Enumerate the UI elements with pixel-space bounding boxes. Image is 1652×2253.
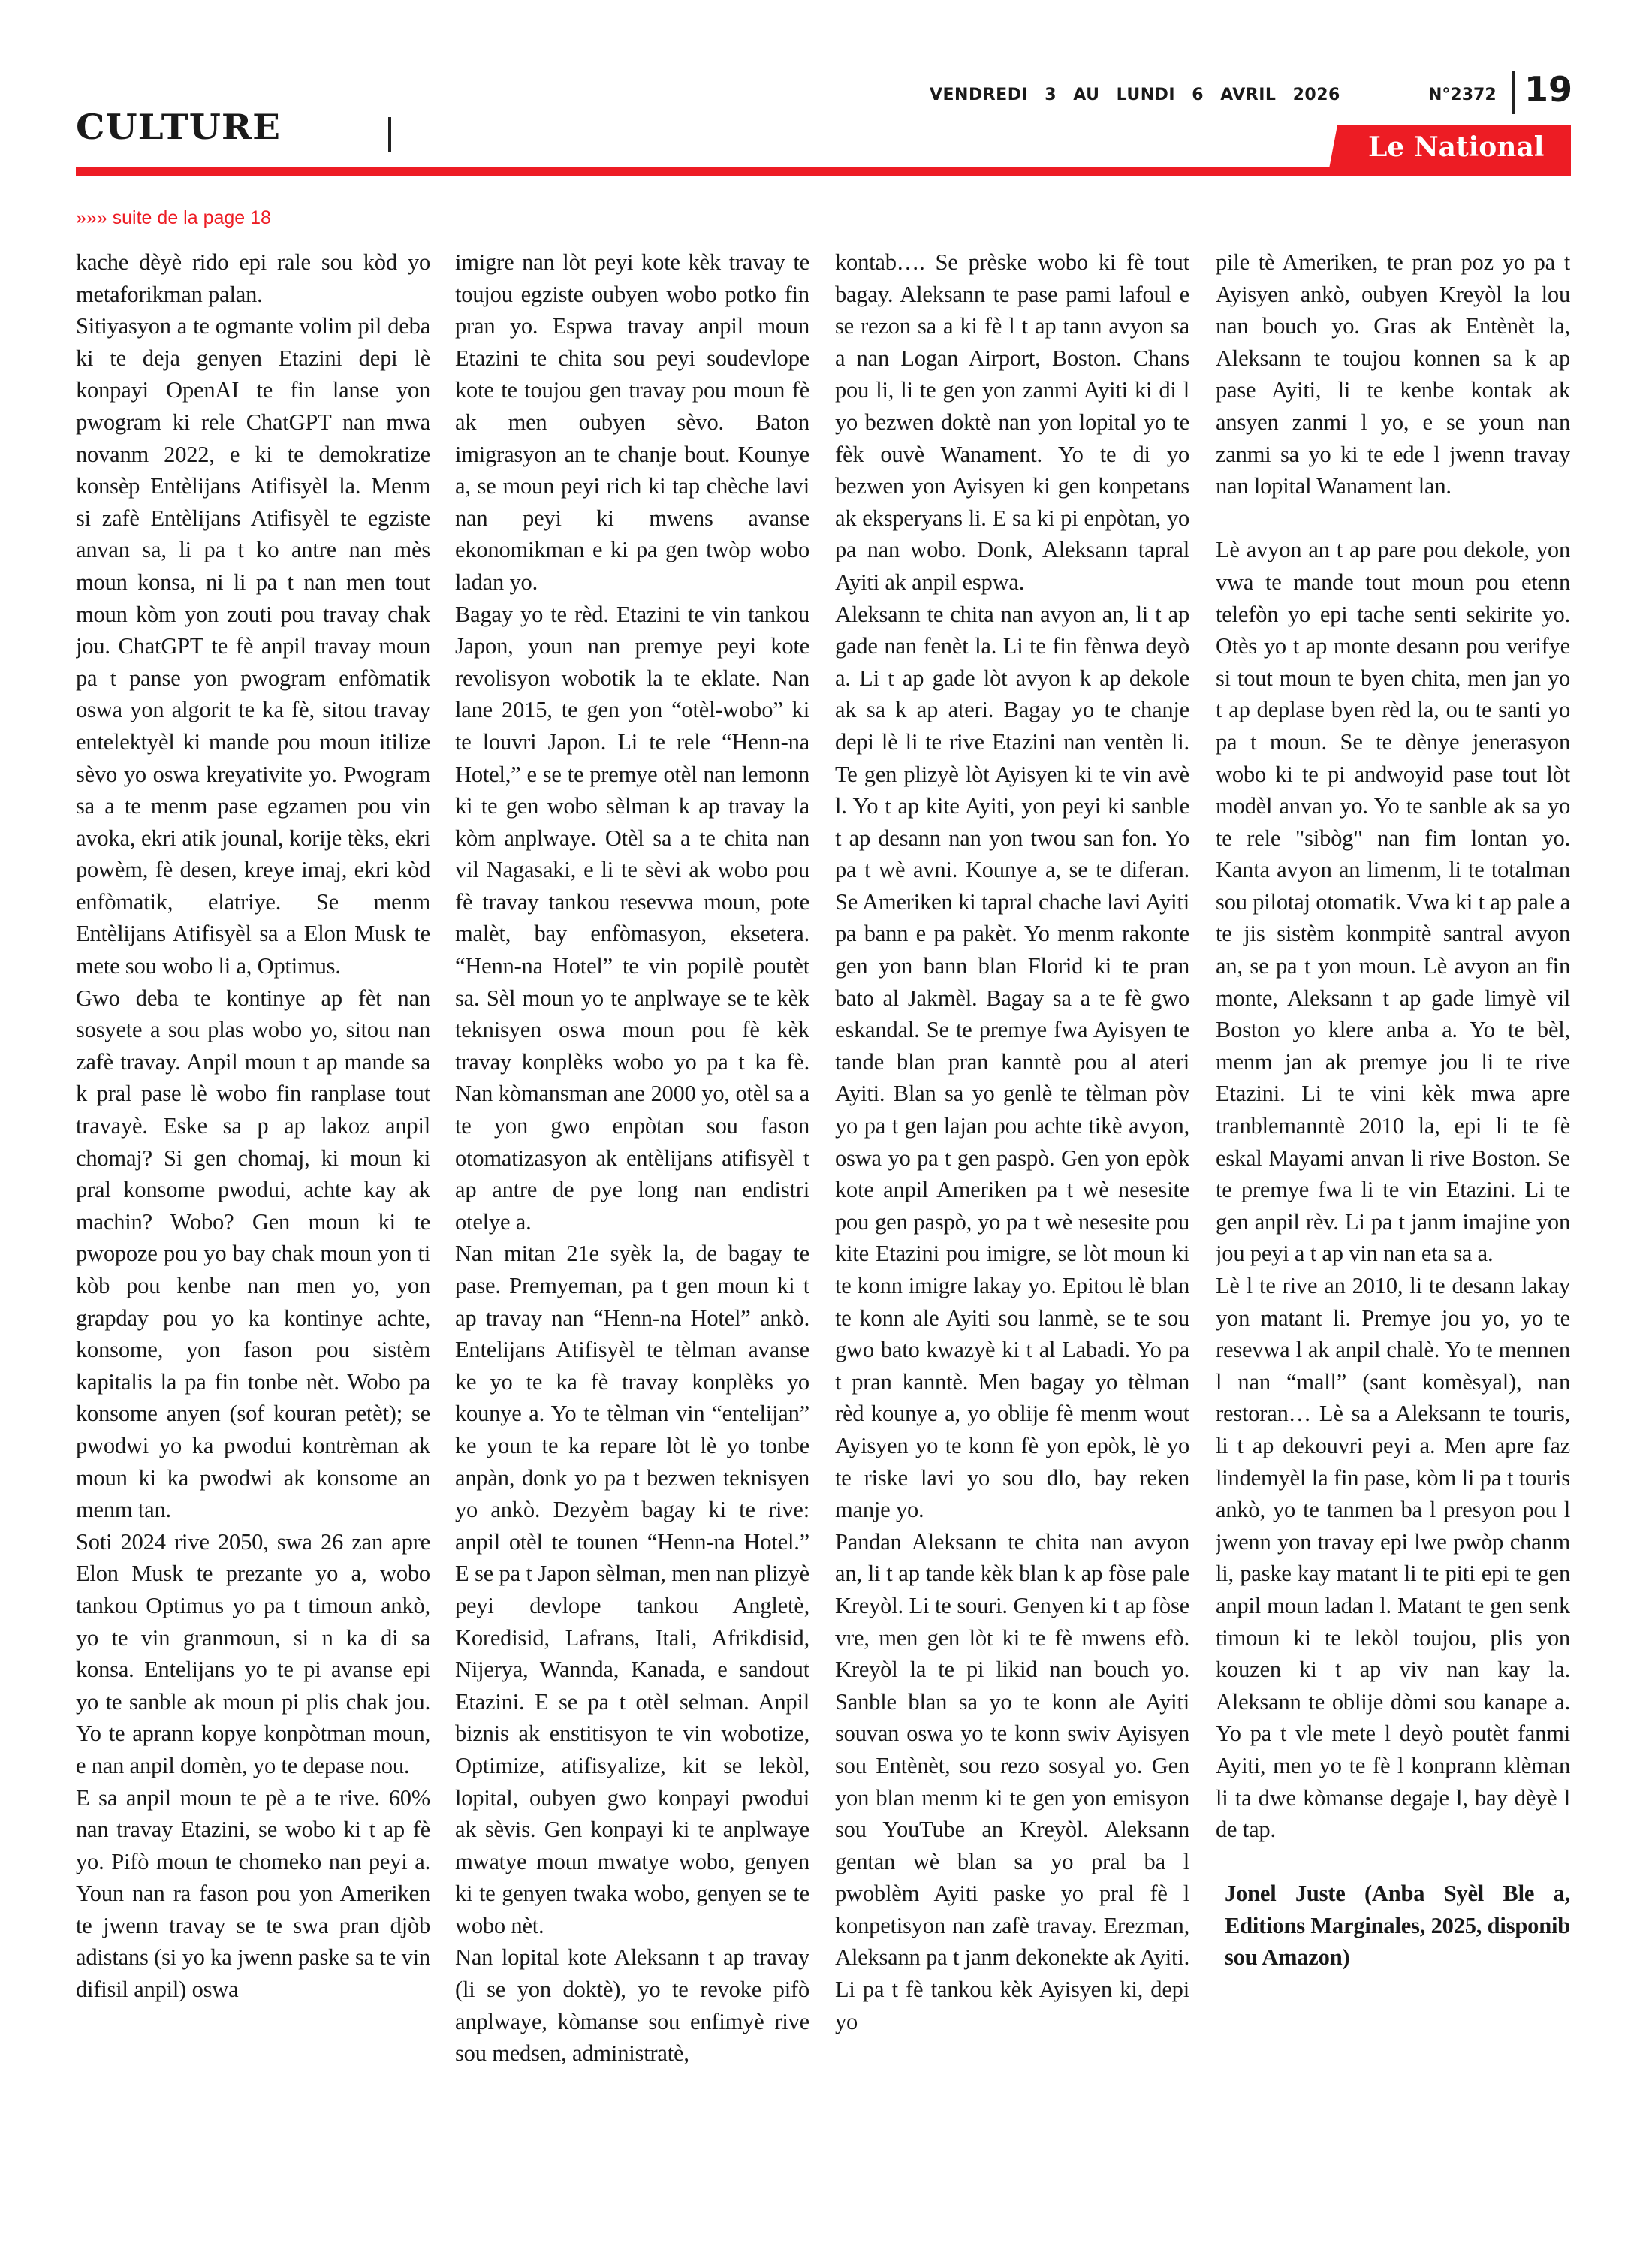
paragraph: Lè l te rive an 2010, li te desann lakay yon matant li. Premye jou yo, yo te resevwa l ak anpil chalè. Yo te mennen l nan “mall” (sant komèsyal), nan restoran… Lè sa a Aleksann te touris, li t ap dekouvri peyi a. Men apre faz lindemyèl la fin pase, kòm li pa t touris ankò, yo te tanmen ba l presyon pou l jwenn yon travay epi lwe pwòp chanm li, paske kay matant li te piti epi te gen anpil moun ladan l. Matant te gen senk timoun ki te lekòl toujou, plis yon kouzen ki t ap viv nan kay la. Aleksann te oblije dòmi sou kanape a. Yo pa t vle mete l deyò poutèt fanmi Ayiti, men yo te fè l konprann klèman li ta dwe kòmanse degaje l, bay dèyè l de tap.	[1216, 1273, 1570, 1843]
paragraph: Gwo deba te kontinye ap fèt nan sosyete a sou plas wobo yo, sitou nan zafè travay. Anpil moun t ap mande sa k pral pase lè wobo fin ranplase tout travayè. Eske sa p ap lakoz anpil chomaj? Si gen chomaj, ki moun ki pral konsome pwodui, achte kay ak machin? Wobo? Gen moun ki te pwopoze pou yo bay chak moun yon ti kòb pou kenbe nan men yo, yon grapday pou yo ka kontinye achte, konsome, yon fason pou sistèm kapitalis la pa fin tonbe nèt. Wobo pa konsome anyen (sof kouran petèt); se pwodwi yo ka pwodui kontrèman ak moun ki ka pwodwi ak konsome an menm tan.	[76, 985, 430, 1523]
article-column-1	[76, 246, 430, 2169]
paragraph: E sa anpil moun te pè a te rive. 60% nan travay Etazini, se wobo ki t ap fè yo. Pifò moun te chomeko nan peyi a. Youn nan ra fason pou yon Ameriken te jwenn travay se te swa pran djòb adistans (si yo ka jwenn paske sa te vin difisil anpil) oswa	[76, 1784, 430, 2003]
section-divider	[388, 117, 391, 152]
paragraph: Pandan Aleksann te chita nan avyon an, li t ap tande kèk blan k ap fòse pale Kreyòl. Li te souri. Genyen ki t ap fòse vre, men gen lòt ki te fè mwens efò. Kreyòl la te pi likid nan bouch yo. Sanble blan sa yo te konn ale Ayiti souvan oswa yo te konn swiv Ayisyen sou Entènèt, sou rezo sosyal yo. Gen yon blan menm ki te gen yon emisyon sou YouTube an Kreyòl. Aleksann gentan wè blan sa yo pral ba l pwoblèm Ayiti paske yo pral fè l konpetisyon nan zafè travay. Erezman, Aleksann pa t janm dekonekte ak Ayiti. Li pa t fè tankou kèk Ayisyen ki, depi yo	[835, 1528, 1189, 2034]
author-byline: Jonel Juste (Anba Syèl Ble a, Editions Marginales, 2025, disponib sou Amazon)	[1225, 1881, 1570, 1971]
paragraph: pile tè Ameriken, te pran poz yo pa t Ayisyen ankò, oubyen Kreyòl la lou nan bouch yo. Gras ak Entènèt la, Aleksann te toujou konnen sa k ap pase Ayiti, li te kenbe kontak ak ansyen zanmi l yo, e se youn nan zanmi sa yo ki te ede l jwenn travay nan lopital Wanament lan.	[1216, 249, 1570, 499]
paragraph: Nan lopital kote Aleksann t ap travay (li se yon doktè), yo te revoke pifò anplwaye, kòmanse sou enfimyè rive sou medsen, administratè,	[455, 1944, 809, 2067]
paragraph: Lè avyon an t ap pare pou dekole, yon vwa te mande tout moun pou etenn telefòn yo epi tache senti sekirite yo. Otès yo t ap monte desann pou verifye si tout moun te byen chita, men jan yo t ap deplase byen rèd la, ou te santi yo pa t moun. Se te dènye jenerasyon wobo ki te pi andwoyid pase tout lòt modèl anvan yo. Yo te sanble ak sa yo te rele "sibòg" nan fim lontan yo. Kanta avyon an limenm, li te totalman sou pilotaj otomatik. Vwa ki t ap pale a te jis sistèm konmpitè santral avyon an, se pa t yon moun. Lè avyon an fin monte, Aleksann t ap gade limyè vil Boston yo klere anba a. Yo te bèl, menm jan ak premye jou li te rive Etazini. Li te vini kèk mwa apre tranblemanntè 2010 la, epi li te fè eskal Mayami anvan li rive Boston. Se te premye fwa li te vin Etazini. Li te gen anpil rèv. Li pa t janm imajine yon jou peyi a t ap vin nan eta sa a.	[1216, 537, 1570, 1267]
paragraph: Soti 2024 rive 2050, swa 26 zan apre Elon Musk te prezante yo a, wobo tankou Optimus yo pa t timoun ankò, yo te vin granmoun, si n ka di sa konsa. Entelijans yo te pi avanse epi yo te sanble ak moun pi plis chak jou. Yo te aprann kopye konpòtman moun, e nan anpil domèn, yo te depase nou.	[76, 1528, 430, 1778]
article-column-3	[835, 246, 1189, 2169]
header-rule	[76, 167, 1571, 176]
paragraph: Nan mitan 21e syèk la, de bagay te pase. Premyeman, pa t gen moun ki t ap travay nan “Henn-na Hotel” ankò. Entelijans Atifisyèl te tèlman avanse ke yo te ka fè travay konplèks yo kounye a. Yo te tèlman vin “entelijan” ke youn te ka repare lòt lè yo tonbe anpàn, donk yo pa t bezwen teknisyen yo ankò. Dezyèm bagay ki te rive: anpil otèl te tounen “Henn-na Hotel.” E se pa t Japon sèlman, men nan plizyè peyi devlope tankou Angletè, Koredisid, Lafrans, Itali, Afrikdisid, Nijerya, Wannda, Kanada, e sandout Etazini. E se pa t otèl selman. Anpil biznis ak enstitisyon te vin wobotize, Optimize, atifisyalize, kit se lekòl, lopital, oubyen gwo konpayi pwodui ak sèvis. Gen konpayi ki te anplwaye mwatye moun mwatye wobo, genyen ki te genyen twaka wobo, genyen se te wobo nèt.	[455, 1241, 809, 1938]
paragraph: kache dèyè rido epi rale sou kòd yo metaforikman palan.	[76, 249, 430, 307]
paragraph: Sitiyasyon a te ogmante volim pil deba ki te deja genyen Etazini depi lè konpayi OpenAI te fin lanse yon pwogram ki rele ChatGPT nan mwa novanm 2022, e ki te demokratize konsèp Entèlijans Atifisyèl la. Menm si zafè Entèlijans Atifisyèl te egziste anvan sa, li pa t ko antre nan mès moun konsa, ni li pa t nan men tout moun kòm yon zouti pou travay chak jou. ChatGPT te fè anpil travay moun pa t panse yon pwogram enfòmatik oswa yon algorit te ka fè, sitou travay entelektyèl ki mande pou moun itilize sèvo yo oswa kreyativite yo. Pwogram sa a te menm pase egzamen pou vin avoka, ekri atik jounal, korije tèks, ekri powèm, fè desen, kreye imaj, ekri kòd enfòmatik, elatriye. Se menm Entèlijans Atifisyèl sa a Elon Musk te mete sou wobo li a, Optimus.	[76, 313, 430, 979]
issue-date: VENDREDI 3 AU LUNDI 6 AVRIL 2026	[930, 86, 1340, 104]
page-number: 19	[1524, 69, 1573, 110]
paragraph: kontab…. Se prèske wobo ki fè tout bagay. Aleksann te pase pami lafoul e se rezon sa a ki fè l t ap tann avyon sa a nan Logan Airport, Boston. Chans pou li, li te gen yon zanmi Ayiti ki di l yo bezwen doktè nan yon lopital yo te fèk ouvè Wanament. Yo te di yo bezwen yon Ayisyen ki gen konpetans ak eksperyans li. E sa ki pi enpòtan, yo pa nan wobo. Donk, Aleksann tapral Ayiti ak anpil espwa.	[835, 249, 1189, 595]
issue-number: N°2372	[1428, 86, 1497, 104]
paragraph: imigre nan lòt peyi kote kèk travay te toujou egziste oubyen wobo potko fin pran yo. Espwa travay anpil moun Etazini te chita sou peyi soudevlope kote te toujou gen travay pou moun fè ak men oubyen sèvo. Baton imigrasyon an te chanje bout. Kounye a, se moun peyi rich ki tap chèche lavi nan peyi ki mwens avanse ekonomikman e ki pa gen twòp wobo ladan yo.	[455, 249, 809, 595]
continued-from: »»» suite de la page 18	[76, 207, 271, 228]
header-divider	[1512, 71, 1515, 114]
article-column-4	[1216, 246, 1570, 2169]
section-title: CULTURE	[76, 107, 281, 147]
brand-logo: Le National	[1368, 131, 1545, 163]
article-column-2	[455, 246, 809, 2169]
paragraph: Aleksann te chita nan avyon an, li t ap gade nan fenèt la. Li te fin fènwa deyò a. Li t ap gade lòt avyon k ap dekole ak sa k ap ateri. Bagay yo te chanje depi lè li te rive Etazini nan ventèn li. Te gen plizyè lòt Ayisyen ki te vin avè l. Yo t ap kite Ayiti, yon peyi ki sanble t ap desann nan yon twou san fon. Yo pa t wè avni. Kounye a, se te diferan. Se Ameriken ki tapral chache lavi Ayiti pa bann e pa pakèt. Yo menm rakonte gen yon bann blan Florid ki te pran bato al Jakmèl. Bagay sa a te fè gwo eskandal. Se te premye fwa Ayisyen te tande blan pran kanntè pou al ateri Ayiti. Blan sa yo genlè te tèlman pòv yo pa t gen lajan pou achte tikè avyon, oswa yo pa t gen paspò. Gen yon epòk kote anpil Ameriken pa t wè nesesite pou gen paspò, yo pa t wè nesesite pou kite Etazini pou imigre, se lòt moun ki te konn imigre lakay yo. Epitou lè blan te konn ale Ayiti sou lanmè, se te sou gwo bato kwazyè ki t al Labadi. Yo pa t pran kanntè. Men bagay yo tèlman rèd kounye a, yo oblije fè menm wout Ayisyen yo te konn fè yon epòk, lè yo te riske lavi yo sou dlo, bay reken manje yo.	[835, 601, 1189, 1523]
paragraph: Bagay yo te rèd. Etazini te vin tankou Japon, youn nan premye peyi kote revolisyon wobotik la te eklate. Nan lane 2015, te gen yon “otèl-wobo” ki te louvri Japon. Li te rele “Henn-na Hotel,” e se te premye otèl nan lemonn ki te gen wobo sèlman k ap travay la kòm anplwaye. Otèl sa a te chita nan vil Nagasaki, e li te sèvi ak wobo pou fè travay tankou resevwa moun, pote malèt, bay enfòmasyon, eksetera. “Henn-na Hotel” te vin popilè poutèt sa. Sèl moun yo te anplwaye se te kèk teknisyen oswa moun pou fè kèk travay konplèks wobo yo pa t ka fè. Nan kòmansman ane 2000 yo, otèl sa a te yon gwo enpòtan sou fason otomatizasyon ak entèlijans atifisyèl t ap antre de pye long nan endistri otelye a.	[455, 601, 809, 1235]
